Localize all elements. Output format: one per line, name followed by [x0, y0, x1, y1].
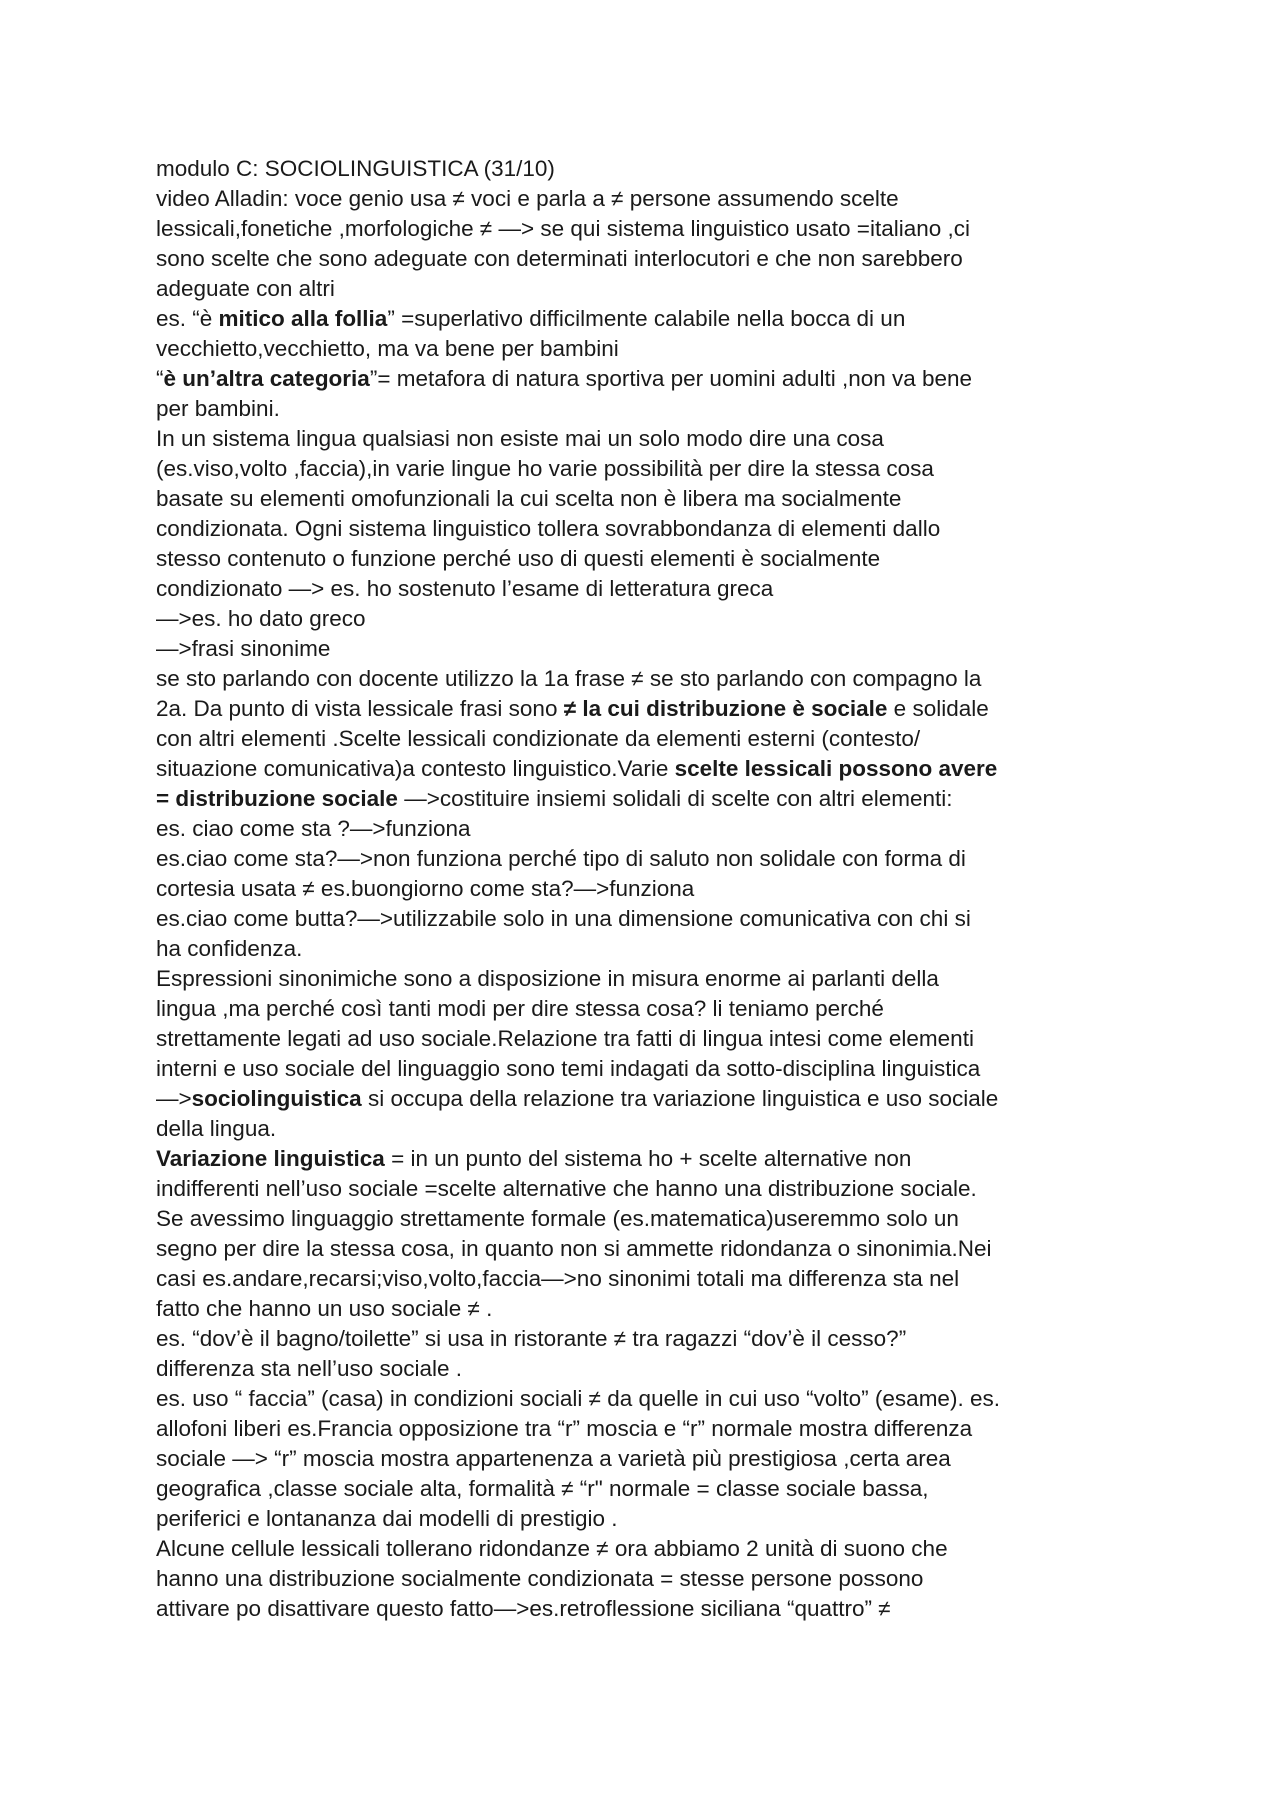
- text-segment: strettamente legati ad uso sociale.Relazione tra fatti di lingua intesi come elementi: [156, 1026, 974, 1051]
- document-body: [156, 154, 1156, 1624]
- text-line: [156, 844, 1156, 874]
- text-segment: stesso contenuto o funzione perché uso di questi elementi è socialmente: [156, 546, 881, 571]
- text-segment: es. “è: [156, 306, 219, 331]
- text-line: [156, 694, 1156, 724]
- text-line: [156, 754, 1156, 784]
- text-line: [156, 1234, 1156, 1264]
- text-segment: lessicali,fonetiche ,morfologiche ≠ —> se qui sistema linguistico usato =italiano ,ci: [156, 216, 970, 241]
- text-segment: es.ciao come sta?—>non funziona perché tipo di saluto non solidale con forma di: [156, 846, 966, 871]
- text-segment: casi es.andare,recarsi;viso,volto,faccia—>no sinonimi totali ma differenza sta nel: [156, 1266, 960, 1291]
- text-line: [156, 1444, 1156, 1474]
- text-segment: segno per dire la stessa cosa, in quanto non si ammette ridondanza o sinonimia.Nei: [156, 1236, 992, 1261]
- text-line: [156, 784, 1156, 814]
- text-line: [156, 274, 1156, 304]
- text-segment: video Alladin: voce genio usa ≠ voci e parla a ≠ persone assumendo scelte: [156, 186, 899, 211]
- text-segment: Alcune cellule lessicali tollerano ridondanze ≠ ora abbiamo 2 unità di suono che: [156, 1536, 948, 1561]
- bold-text: scelte lessicali possono avere: [674, 756, 998, 781]
- text-line: [156, 424, 1156, 454]
- text-line: [156, 1264, 1156, 1294]
- text-line: [156, 1144, 1156, 1174]
- text-segment: situazione comunicativa)a contesto linguistico.Varie: [156, 756, 675, 781]
- text-line: [156, 874, 1156, 904]
- text-segment: sociale —> “r” moscia mostra appartenenza a varietà più prestigiosa ,certa area: [156, 1446, 951, 1471]
- text-segment: —>es. ho dato greco: [156, 606, 366, 631]
- text-line: [156, 454, 1156, 484]
- text-segment: —>frasi sinonime: [156, 636, 331, 661]
- bold-text: = distribuzione sociale: [156, 786, 398, 811]
- text-segment: geografica ,classe sociale alta, formalità ≠ “r" normale = classe sociale bassa,: [156, 1476, 929, 1501]
- text-segment: es. ciao come sta ?—>funziona: [156, 816, 471, 841]
- text-line: [156, 664, 1156, 694]
- text-line: [156, 154, 1156, 184]
- bold-text: è un’altra categoria: [163, 366, 370, 391]
- text-line: [156, 604, 1156, 634]
- text-segment: ha confidenza.: [156, 936, 303, 961]
- text-line: [156, 814, 1156, 844]
- text-segment: condizionato —> es. ho sostenuto l’esame di letteratura greca: [156, 576, 774, 601]
- text-line: [156, 1114, 1156, 1144]
- text-line: [156, 1594, 1156, 1624]
- text-segment: indifferenti nell’uso sociale =scelte alternative che hanno una distribuzione sociale.: [156, 1176, 977, 1201]
- text-segment: basate su elementi omofunzionali la cui scelta non è libera ma socialmente: [156, 486, 902, 511]
- text-line: [156, 214, 1156, 244]
- text-line: [156, 964, 1156, 994]
- text-line: [156, 934, 1156, 964]
- text-line: [156, 1354, 1156, 1384]
- text-line: [156, 484, 1156, 514]
- text-segment: fatto che hanno un uso sociale ≠ .: [156, 1296, 493, 1321]
- text-segment: In un sistema lingua qualsiasi non esiste mai un solo modo dire una cosa: [156, 426, 884, 451]
- text-segment: Espressioni sinonimiche sono a disposizione in misura enorme ai parlanti della: [156, 966, 939, 991]
- text-line: [156, 994, 1156, 1024]
- text-line: [156, 364, 1156, 394]
- text-segment: es. “dov’è il bagno/toilette” si usa in ristorante ≠ tra ragazzi “dov’è il cesso?”: [156, 1326, 907, 1351]
- text-line: [156, 1204, 1156, 1234]
- text-line: [156, 1414, 1156, 1444]
- text-line: [156, 1054, 1156, 1084]
- text-segment: = in un punto del sistema ho + scelte alternative non: [384, 1146, 912, 1171]
- text-segment: (es.viso,volto ,faccia),in varie lingue ho varie possibilità per dire la stessa cosa: [156, 456, 934, 481]
- text-segment: Se avessimo linguaggio strettamente formale (es.matematica)useremmo solo un: [156, 1206, 959, 1231]
- text-segment: es.ciao come butta?—>utilizzabile solo in una dimensione comunicativa con chi si: [156, 906, 971, 931]
- text-segment: —>costituire insiemi solidali di scelte con altri elementi:: [397, 786, 953, 811]
- text-line: [156, 1084, 1156, 1114]
- text-line: [156, 244, 1156, 274]
- text-segment: allofoni liberi es.Francia opposizione tra “r” moscia e “r” normale mostra differenza: [156, 1416, 973, 1441]
- text-segment: adeguate con altri: [156, 276, 335, 301]
- text-segment: della lingua.: [156, 1116, 277, 1141]
- text-line: [156, 1534, 1156, 1564]
- text-segment: periferici e lontananza dai modelli di prestigio .: [156, 1506, 618, 1531]
- text-line: [156, 1504, 1156, 1534]
- text-segment: 2a. Da punto di vista lessicale frasi sono: [156, 696, 564, 721]
- bold-text: mitico alla follia: [218, 306, 388, 331]
- text-segment: attivare po disattivare questo fatto—>es.retroflessione siciliana “quattro” ≠: [156, 1596, 891, 1621]
- text-segment: hanno una distribuzione socialmente condizionata = stesse persone possono: [156, 1566, 924, 1591]
- text-line: [156, 574, 1156, 604]
- text-segment: ” =superlativo difficilmente calabile nella bocca di un: [387, 306, 906, 331]
- text-line: [156, 634, 1156, 664]
- text-segment: modulo C: SOCIOLINGUISTICA (31/10): [156, 156, 555, 181]
- text-segment: “: [156, 366, 164, 391]
- text-segment: sono scelte che sono adeguate con determinati interlocutori e che non sarebbero: [156, 246, 963, 271]
- text-line: [156, 514, 1156, 544]
- text-segment: e solidale: [887, 696, 989, 721]
- text-line: [156, 544, 1156, 574]
- text-segment: se sto parlando con docente utilizzo la 1a frase ≠ se sto parlando con compagno la: [156, 666, 982, 691]
- text-segment: condizionata. Ogni sistema linguistico tollera sovrabbondanza di elementi dallo: [156, 516, 941, 541]
- text-line: [156, 904, 1156, 934]
- text-segment: cortesia usata ≠ es.buongiorno come sta?—>funziona: [156, 876, 695, 901]
- text-segment: es. uso “ faccia” (casa) in condizioni sociali ≠ da quelle in cui uso “volto” (esame). es.: [156, 1386, 1000, 1411]
- text-line: [156, 304, 1156, 334]
- text-line: [156, 1474, 1156, 1504]
- bold-text: sociolinguistica: [191, 1086, 362, 1111]
- text-segment: per bambini.: [156, 396, 280, 421]
- text-line: [156, 1294, 1156, 1324]
- text-line: [156, 724, 1156, 754]
- text-segment: con altri elementi .Scelte lessicali condizionate da elementi esterni (contesto/: [156, 726, 921, 751]
- text-line: [156, 1024, 1156, 1054]
- text-line: [156, 1324, 1156, 1354]
- bold-text: Variazione linguistica: [156, 1146, 385, 1171]
- bold-text: ≠ la cui distribuzione è sociale: [563, 696, 888, 721]
- text-segment: differenza sta nell’uso sociale .: [156, 1356, 463, 1381]
- text-line: [156, 1564, 1156, 1594]
- text-line: [156, 394, 1156, 424]
- text-segment: interni e uso sociale del linguaggio sono temi indagati da sotto-disciplina linguistica: [156, 1056, 981, 1081]
- text-segment: si occupa della relazione tra variazione linguistica e uso sociale: [361, 1086, 999, 1111]
- text-segment: —>: [156, 1086, 192, 1111]
- text-line: [156, 1174, 1156, 1204]
- text-line: [156, 334, 1156, 364]
- text-line: [156, 1384, 1156, 1414]
- text-segment: lingua ,ma perché così tanti modi per dire stessa cosa? li teniamo perché: [156, 996, 884, 1021]
- text-segment: vecchietto,vecchietto, ma va bene per bambini: [156, 336, 619, 361]
- text-segment: ”= metafora di natura sportiva per uomini adulti ,non va bene: [369, 366, 973, 391]
- text-line: [156, 184, 1156, 214]
